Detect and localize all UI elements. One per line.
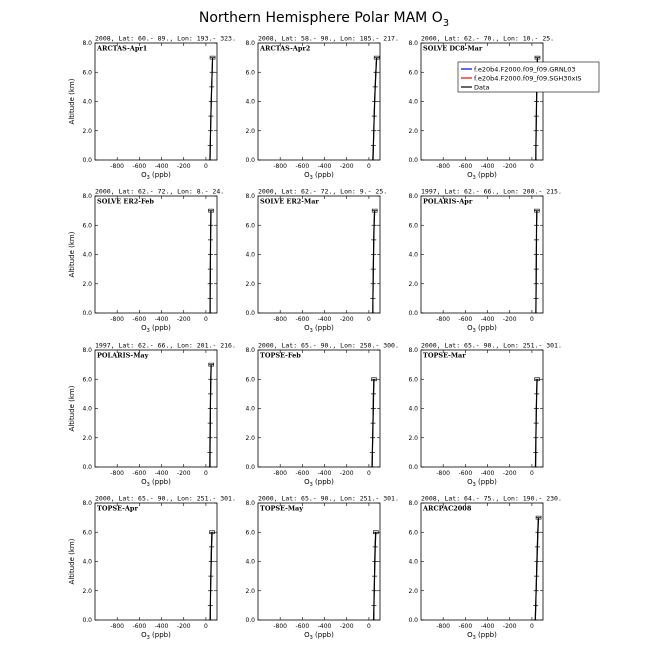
- panel: [408, 35, 554, 182]
- panel-header: 2008, Lat: 58.- 90., Lon: 185.- 217.: [258, 34, 399, 43]
- plot-frame: [95, 43, 217, 160]
- panel-name: SOLVE ER2-Mar: [260, 197, 319, 206]
- legend-entry-label: f.e20b4.F2000.f09_f09.SGH30xIS: [474, 74, 582, 83]
- x-tick-label: -800: [436, 316, 450, 323]
- y-tick-label: 6.0: [408, 529, 418, 537]
- x-tick-label: -800: [436, 470, 450, 477]
- x-axis-label-unit: (ppb): [475, 324, 497, 332]
- y-axis-label: Altitude (km): [68, 385, 76, 432]
- y-tick-label: 2.0: [245, 127, 255, 135]
- y-tick-label: 6.0: [245, 376, 255, 384]
- x-axis-label: [141, 478, 171, 488]
- x-axis-label-unit: (ppb): [149, 324, 171, 332]
- x-tick-label: 0: [366, 623, 371, 630]
- x-tick-label: 0: [529, 623, 534, 630]
- y-tick-label: 2.0: [82, 127, 92, 135]
- panel-name: TOPSE-Mar: [423, 351, 466, 360]
- x-axis-label-main: O: [467, 171, 473, 179]
- x-tick-label: -200: [339, 623, 354, 630]
- x-tick-label: -400: [154, 316, 169, 323]
- panel: [68, 188, 224, 335]
- x-tick-label: -200: [502, 316, 517, 323]
- y-tick-label: 8.0: [82, 193, 92, 200]
- plot-frame: [95, 350, 217, 467]
- x-tick-label: -600: [458, 163, 473, 170]
- y-tick-label: 6.0: [408, 376, 418, 384]
- y-tick-label: 4.0: [245, 251, 255, 259]
- panel: [245, 495, 398, 642]
- legend-entry-label: Data: [474, 83, 490, 92]
- figure-title-subscript: 3: [442, 18, 450, 29]
- panel-header: 2000, Lat: 62.- 70., Lon: 10.- 25.: [421, 34, 555, 43]
- x-axis-label-main: O: [141, 478, 147, 486]
- y-tick-label: 0.0: [245, 310, 255, 317]
- data-profile-line: [373, 58, 377, 160]
- y-tick-label: 4.0: [408, 98, 418, 106]
- x-axis-label-unit: (ppb): [475, 171, 497, 179]
- y-axis-label: Altitude (km): [68, 231, 76, 278]
- x-axis-label: [467, 324, 497, 334]
- x-axis-label: [304, 478, 334, 488]
- y-tick-label: 4.0: [408, 405, 418, 413]
- plot-frame: [258, 503, 380, 620]
- y-tick-label: 6.0: [82, 376, 92, 384]
- panel: [245, 342, 398, 489]
- x-axis-label-subscript: 3: [472, 328, 476, 334]
- panel: [245, 35, 398, 182]
- y-tick-label: 8.0: [245, 347, 255, 354]
- y-tick-label: 8.0: [82, 40, 92, 47]
- x-axis-label-main: O: [304, 631, 310, 639]
- x-axis-label-unit: (ppb): [312, 478, 334, 486]
- x-tick-label: -600: [295, 316, 310, 323]
- y-tick-label: 0.0: [408, 464, 418, 471]
- x-tick-label: -800: [273, 163, 287, 170]
- y-tick-label: 6.0: [408, 69, 418, 77]
- data-profile-line: [535, 518, 538, 620]
- panel-name: ARCTAS-Apr1: [97, 44, 148, 53]
- y-tick-label: 6.0: [408, 222, 418, 230]
- x-axis-label-subscript: 3: [309, 635, 313, 641]
- x-axis-label: [141, 631, 171, 641]
- y-tick-label: 8.0: [245, 40, 255, 47]
- legend-entry-label: f.e20b4.F2000.f09_f09.GRNL03: [474, 65, 576, 74]
- x-tick-label: -600: [458, 470, 473, 477]
- y-tick-label: 4.0: [245, 98, 255, 106]
- panel-header: 1997, Lat: 62.- 66., Lon: 201.- 216.: [95, 341, 236, 350]
- y-tick-label: 2.0: [408, 280, 418, 288]
- x-axis-label: [141, 171, 171, 181]
- plot-frame: [258, 43, 380, 160]
- y-tick-label: 0.0: [245, 617, 255, 624]
- x-axis-label-subscript: 3: [309, 482, 313, 488]
- y-tick-label: 0.0: [82, 310, 92, 317]
- x-tick-label: -800: [110, 316, 124, 323]
- x-tick-label: -800: [273, 316, 287, 323]
- y-tick-label: 2.0: [82, 434, 92, 442]
- y-tick-label: 4.0: [408, 251, 418, 259]
- y-tick-label: 4.0: [408, 558, 418, 566]
- y-tick-label: 0.0: [82, 464, 92, 471]
- panel-header: 1997, Lat: 62.- 66., Lon: 200.- 215.: [421, 187, 562, 196]
- y-tick-label: 8.0: [245, 500, 255, 507]
- panel-header: 2000, Lat: 62.- 72., Lon: 8.- 24.: [95, 187, 225, 196]
- x-axis-label-main: O: [467, 324, 473, 332]
- panel-header: 2008, Lat: 64.- 75., Lon: 190.- 230.: [421, 494, 562, 503]
- x-tick-label: -200: [176, 316, 191, 323]
- x-axis-label-subscript: 3: [472, 635, 476, 641]
- x-axis-label-main: O: [141, 171, 147, 179]
- x-axis-label: [467, 171, 497, 181]
- x-tick-label: 0: [203, 623, 208, 630]
- data-profile-line: [536, 211, 537, 313]
- x-tick-label: -400: [317, 316, 332, 323]
- y-tick-label: 4.0: [245, 558, 255, 566]
- panel-name: TOPSE-May: [260, 504, 304, 513]
- x-axis-label-subscript: 3: [146, 175, 150, 181]
- panel-header: 2008, Lat: 60.- 89., Lon: 193.- 323.: [95, 34, 236, 43]
- x-tick-label: -800: [110, 163, 124, 170]
- x-axis-label-subscript: 3: [309, 175, 313, 181]
- x-tick-label: 0: [203, 316, 208, 323]
- x-axis-label-subscript: 3: [146, 635, 150, 641]
- x-axis-label: [141, 324, 171, 334]
- x-axis-label-unit: (ppb): [475, 478, 497, 486]
- y-tick-label: 6.0: [82, 69, 92, 77]
- x-tick-label: -400: [154, 163, 169, 170]
- panel-name: POLARIS-Apr: [423, 197, 473, 206]
- x-tick-label: -600: [132, 163, 147, 170]
- panel-header: 2000, Lat: 65.- 90., Lon: 250.- 300.: [258, 341, 399, 350]
- plot-frame: [421, 350, 543, 467]
- panel-name: ARCTAS-Apr2: [260, 44, 311, 53]
- y-tick-label: 8.0: [82, 347, 92, 354]
- x-tick-label: 0: [366, 163, 371, 170]
- x-axis-label-unit: (ppb): [312, 171, 334, 179]
- data-profile-line: [373, 211, 375, 313]
- y-tick-label: 2.0: [245, 280, 255, 288]
- x-tick-label: -400: [480, 470, 495, 477]
- y-tick-label: 8.0: [408, 193, 418, 200]
- panel-name: SOLVE ER2-Feb: [97, 197, 154, 206]
- x-tick-label: -400: [317, 163, 332, 170]
- x-axis-label-unit: (ppb): [149, 631, 171, 639]
- panel: [68, 342, 236, 489]
- x-tick-label: -200: [502, 623, 517, 630]
- panel: [408, 495, 561, 642]
- x-axis-label-main: O: [304, 324, 310, 332]
- x-axis-label: [304, 324, 334, 334]
- x-tick-label: -200: [176, 470, 191, 477]
- y-tick-label: 4.0: [82, 558, 92, 566]
- x-tick-label: -200: [339, 316, 354, 323]
- y-tick-label: 4.0: [82, 251, 92, 259]
- panel-name: POLARIS-May: [97, 351, 149, 360]
- panel-name: SOLVE DC8-Mar: [423, 44, 483, 53]
- y-tick-label: 0.0: [82, 617, 92, 624]
- y-tick-label: 0.0: [245, 464, 255, 471]
- y-tick-label: 2.0: [408, 127, 418, 135]
- plot-frame: [421, 196, 543, 313]
- x-axis-label-main: O: [141, 631, 147, 639]
- x-tick-label: -400: [154, 470, 169, 477]
- y-tick-label: 2.0: [82, 280, 92, 288]
- y-tick-label: 8.0: [82, 500, 92, 507]
- x-axis-label-unit: (ppb): [149, 171, 171, 179]
- legend: [458, 62, 599, 92]
- x-axis-label-unit: (ppb): [475, 631, 497, 639]
- y-tick-label: 0.0: [408, 157, 418, 164]
- x-tick-label: -400: [480, 316, 495, 323]
- x-tick-label: -400: [480, 163, 495, 170]
- y-tick-label: 0.0: [245, 157, 255, 164]
- x-tick-label: -800: [436, 623, 450, 630]
- x-tick-label: -800: [436, 163, 450, 170]
- x-axis-label-subscript: 3: [472, 175, 476, 181]
- x-tick-label: -400: [317, 470, 332, 477]
- x-tick-label: -600: [295, 623, 310, 630]
- y-tick-label: 0.0: [82, 157, 92, 164]
- panel: [408, 188, 561, 335]
- y-tick-label: 8.0: [408, 347, 418, 354]
- y-tick-label: 4.0: [82, 98, 92, 106]
- x-tick-label: -600: [132, 623, 147, 630]
- x-axis-label-subscript: 3: [472, 482, 476, 488]
- x-axis-label: [304, 631, 334, 641]
- x-axis-label-unit: (ppb): [312, 324, 334, 332]
- y-tick-label: 2.0: [82, 587, 92, 595]
- plot-frame: [95, 196, 217, 313]
- x-tick-label: 0: [529, 470, 534, 477]
- y-tick-label: 6.0: [82, 222, 92, 230]
- x-tick-label: 0: [529, 316, 534, 323]
- x-tick-label: -800: [110, 470, 124, 477]
- x-tick-label: -200: [502, 470, 517, 477]
- x-axis-label: [467, 478, 497, 488]
- x-axis-label-main: O: [304, 478, 310, 486]
- plot-frame: [258, 350, 380, 467]
- x-tick-label: -400: [317, 623, 332, 630]
- x-axis-label-main: O: [467, 478, 473, 486]
- x-tick-label: 0: [203, 163, 208, 170]
- panel-name: ARCPAC2008: [423, 504, 472, 513]
- x-tick-label: -800: [273, 623, 287, 630]
- y-tick-label: 4.0: [245, 405, 255, 413]
- y-tick-label: 8.0: [408, 40, 418, 47]
- figure-title: [199, 10, 449, 29]
- x-tick-label: -800: [110, 623, 124, 630]
- y-tick-label: 6.0: [245, 222, 255, 230]
- x-tick-label: -600: [295, 163, 310, 170]
- y-tick-label: 2.0: [408, 587, 418, 595]
- x-tick-label: 0: [366, 316, 371, 323]
- x-tick-label: -600: [132, 316, 147, 323]
- x-axis-label-main: O: [304, 171, 310, 179]
- y-tick-label: 6.0: [245, 69, 255, 77]
- panel-name: TOPSE-Apr: [97, 504, 138, 513]
- panel-grid: [68, 35, 562, 642]
- data-profile-line: [210, 58, 213, 160]
- plot-frame: [258, 196, 380, 313]
- y-axis-label: Altitude (km): [68, 78, 76, 125]
- y-axis-label: Altitude (km): [68, 538, 76, 585]
- y-tick-label: 0.0: [408, 310, 418, 317]
- plot-frame: [421, 43, 543, 160]
- x-tick-label: -600: [458, 316, 473, 323]
- x-tick-label: -600: [132, 470, 147, 477]
- panel: [68, 35, 236, 182]
- x-tick-label: 0: [529, 163, 534, 170]
- y-tick-label: 8.0: [408, 500, 418, 507]
- y-tick-label: 6.0: [245, 529, 255, 537]
- x-axis-label-unit: (ppb): [312, 631, 334, 639]
- panel-header: 2000, Lat: 65.- 90., Lon: 251.- 301.: [258, 494, 399, 503]
- x-tick-label: 0: [366, 470, 371, 477]
- x-tick-label: -600: [458, 623, 473, 630]
- y-tick-label: 6.0: [82, 529, 92, 537]
- x-tick-label: -400: [480, 623, 495, 630]
- x-axis-label: [304, 171, 334, 181]
- x-axis-label: [467, 631, 497, 641]
- panel-header: 2000, Lat: 65.- 90., Lon: 251.- 301.: [421, 341, 562, 350]
- panel: [408, 342, 561, 489]
- data-profile-line: [210, 211, 211, 313]
- x-axis-label-subscript: 3: [309, 328, 313, 334]
- panel: [245, 188, 387, 335]
- y-tick-label: 8.0: [245, 193, 255, 200]
- y-tick-label: 2.0: [245, 587, 255, 595]
- panel-header: 2000, Lat: 65.- 90., Lon: 251.- 301.: [95, 494, 236, 503]
- y-tick-label: 0.0: [408, 617, 418, 624]
- y-tick-label: 4.0: [82, 405, 92, 413]
- x-axis-label-unit: (ppb): [149, 478, 171, 486]
- y-tick-label: 2.0: [245, 434, 255, 442]
- x-tick-label: -200: [339, 470, 354, 477]
- x-tick-label: -800: [273, 470, 287, 477]
- panel-header: 2000, Lat: 62.- 72., Lon: 9.- 25.: [258, 187, 388, 196]
- y-tick-label: 2.0: [408, 434, 418, 442]
- plot-frame: [95, 503, 217, 620]
- x-tick-label: -200: [176, 623, 191, 630]
- x-axis-label-subscript: 3: [146, 482, 150, 488]
- x-tick-label: -600: [295, 470, 310, 477]
- x-axis-label-main: O: [467, 631, 473, 639]
- x-axis-label-subscript: 3: [146, 328, 150, 334]
- panel-name: TOPSE-Feb: [260, 351, 301, 360]
- figure-title-main: Northern Hemisphere Polar MAM O: [198, 10, 443, 26]
- panel: [68, 495, 236, 642]
- x-tick-label: -200: [502, 163, 517, 170]
- x-axis-label-main: O: [141, 324, 147, 332]
- x-tick-label: -200: [339, 163, 354, 170]
- plot-frame: [421, 503, 543, 620]
- x-tick-label: -200: [176, 163, 191, 170]
- x-tick-label: 0: [203, 470, 208, 477]
- x-tick-label: -400: [154, 623, 169, 630]
